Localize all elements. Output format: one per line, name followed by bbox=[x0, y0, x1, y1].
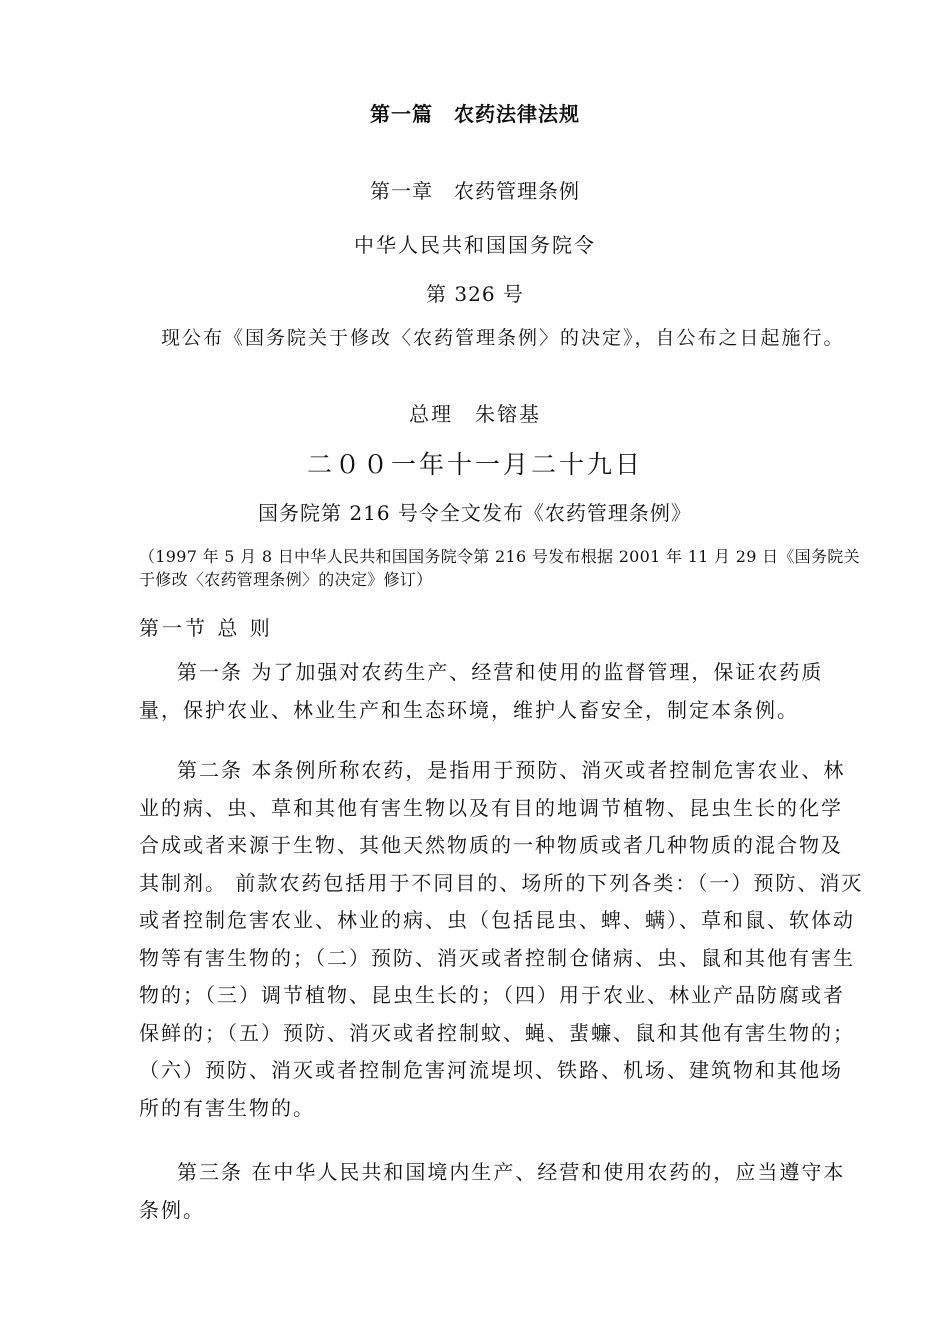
article-2: 第二条 本条例所称农药，是指用于预防、消灭或者控制危害农业、林业的病、虫、草和其他有害生物以及有目的地调节植物、昆虫生长的化学合成或者来源于生物、其他天然物质的一种物质或者几种物质的混合物及其制剂。 前款农药包括用于不同目的、场所的下列各类：（一）预防、消灭或者控制危害农业、林业的病、虫（包括昆虫、蜱、螨）、草和鼠、软体动物等有害生物的；（二）预防、消灭或者控制仓储病、虫、鼠和其他有害生物的；（三）调节植物、昆虫生长的；（四）用于农业、林业产品防腐或者保鲜的；（五）预防、消灭或者控制蚊、蝇、蜚蠊、鼠和其他有害生物的；（六）预防、消灭或者控制危害河流堤坝、铁路、机场、建筑物和其他场所的有害生物的。 bbox=[139, 758, 864, 1120]
issue-date: 二００一年十一月二十九日 bbox=[306, 450, 643, 479]
issuer-heading: 中华人民共和国国务院令 bbox=[354, 233, 596, 257]
announcement-paragraph: 现公布《国务院关于修改〈农药管理条例〉的决定》，自公布之日起施行。 bbox=[161, 327, 845, 349]
article-1: 第一条 为了加强对农药生产、经营和使用的监督管理，保证农药质量，保护农业、林业生产和生态环境，维护人畜安全，制定本条例。 bbox=[139, 660, 824, 722]
release-title: 国务院第 216 号令全文发布《农药管理条例》 bbox=[258, 501, 692, 525]
section-heading: 第一节 总 则 bbox=[139, 616, 273, 640]
article-3: 第三条 在中华人民共和国境内生产、经营和使用农药的，应当遵守本条例。 bbox=[139, 1160, 846, 1222]
order-number: 第 326 号 bbox=[426, 282, 524, 306]
part-title: 第一篇 农药法律法规 bbox=[370, 102, 580, 126]
premier-signature: 总理 朱镕基 bbox=[409, 402, 541, 426]
revision-note: （1997 年 5 月 8 日中华人民共和国国务院令第 216 号发布根据 2001 年 11 月 29 日《国务院关于修改〈农药管理条例〉的决定》修订） bbox=[139, 547, 860, 589]
chapter-title: 第一章 农药管理条例 bbox=[370, 179, 580, 203]
